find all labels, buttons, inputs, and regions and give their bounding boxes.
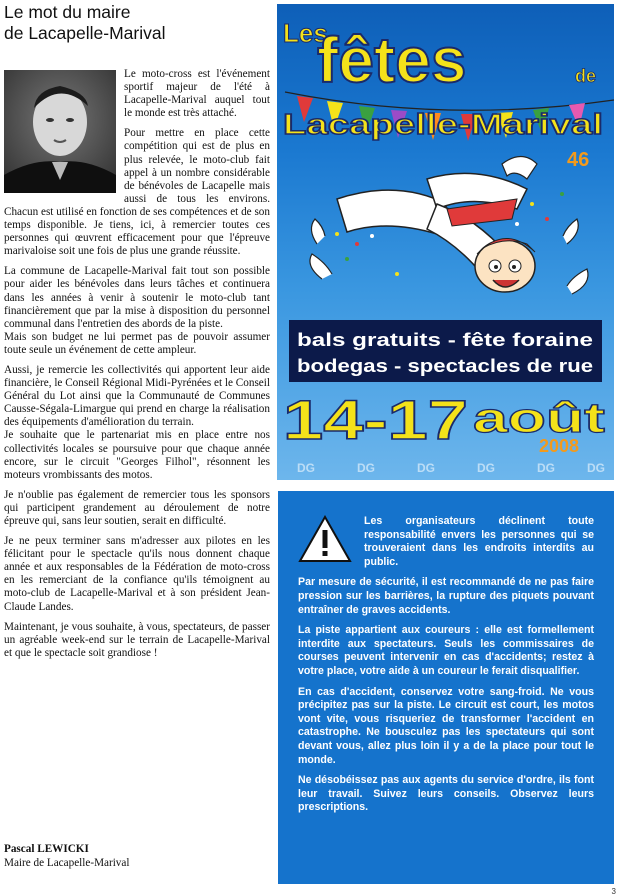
poster-de: de: [575, 66, 597, 86]
watermark-dg: DG: [537, 461, 555, 475]
warning-paragraph: Ne désobéissez pas aux agents du service d'ordre, ils font leur travail. Suivez leurs conseils. Observez leurs prescriptions.: [298, 774, 594, 814]
letter-paragraph: Mais son budget ne lui permet pas de pouvoir assumer toute seule un événement de cette ampleur.: [4, 330, 270, 356]
letter-paragraph: Je souhaite que le partenariat mis en place entre nos collectivités locales se poursuive pour que chaque année encore, sur le circuit "Georges Filhol", résonnent les moteurs vrombissants des motos.: [4, 429, 270, 481]
signature: [4, 843, 270, 870]
cartoon-character-illustration: [310, 157, 588, 295]
festival-poster: [277, 4, 614, 480]
title-line-2: de Lacapelle-Marival: [4, 23, 166, 43]
watermark-dg: DG: [477, 461, 495, 475]
watermark-row: [297, 461, 605, 475]
letter-paragraph: Je n'oublie pas également de remercier tous les sponsors qui participent grandement au déroulement de notre épreuve qui, sans leur soutien, serait en difficulté.: [4, 488, 270, 527]
poster-dept: 46: [567, 149, 590, 171]
letter-paragraph: Maintenant, je vous souhaite, à vous, spectateurs, de passer un agréable week-end sur le terrain de Lacapelle-Marival et que le spectacle soit grandiose !: [4, 620, 270, 659]
watermark-dg: DG: [417, 461, 435, 475]
page-title: [4, 2, 264, 44]
poster-les: Les: [283, 18, 328, 48]
signature-role: Maire de Lacapelle-Marival: [4, 856, 130, 869]
letter-paragraph: Aussi, je remercie les collectivités qui apportent leur aide financière, le Conseil Régional Midi-Pyrénées et le Conseil Général du Lot ainsi que la Communauté de Communes Causse-Ségala-Limargue qui prend en charge la réalisation des équipements d'amélioration du terrain.: [4, 363, 270, 429]
poster-fetes: fêtes: [317, 24, 467, 96]
letter-paragraph: Pour mettre en place cette compétition qui est de plus en plus relevée, le moto-club fait appel à un nombre considérable de bénévoles de Lacapelle mais aussi de tous les environs. Chacun est utilisé en fonction de ses compétences et de son temps disponible. Je tiens, ici, à remercier toutes ces personnes qui œuvrent efficacement pour que l'épreuve marivaloise soit une fois de plus une grande réussite.: [4, 127, 270, 258]
letter-paragraph: Le moto-cross est l'événement sportif majeur de l'été à Lacapelle-Marival auquel tout le monde est très attaché.: [124, 68, 270, 120]
banner-line-2: bodegas - spectacles de rue: [297, 356, 593, 376]
letter-paragraph: La commune de Lacapelle-Marival fait tout son possible pour aider les bénévoles dans leurs tâches et continuera dans les années à venir à soutenir le moto-club tant financièrement que par la mise à disposition du personnel communal dans l'entretien des abords de la piste.: [4, 265, 270, 330]
safety-warning-box: [278, 491, 614, 884]
watermark-dg: DG: [297, 461, 315, 475]
warning-paragraph: En cas d'accident, conservez votre sang-froid. Ne vous précipitez pas sur la piste. Le circuit est court, les motos vont vite, vous risqueriez de transformer l'accident en catastrophe. Ne bousculez pas les spectateurs qui sont devant vous, allez plus loin il y a de la place pour tout le monde.: [298, 685, 594, 766]
title-line-1: Le mot du maire: [4, 2, 131, 22]
warning-paragraph: [298, 515, 594, 569]
poster-dates: 14-17: [283, 388, 468, 451]
poster-town: Lacapelle-Marival: [283, 109, 603, 141]
watermark-dg: DG: [587, 461, 605, 475]
poster-year: 2008: [539, 436, 580, 456]
signature-name: Pascal LEWICKI: [4, 843, 89, 855]
banner-line-1: bals gratuits - fête foraine: [297, 330, 593, 350]
page-number: 3: [611, 887, 616, 896]
watermark-dg: DG: [357, 461, 375, 475]
letter-paragraph: Je ne peux terminer sans m'adresser aux pilotes en les félicitant pour le spectacle qu'ils nous donnent chaque année et aux responsables de la Fédération de moto-cross en les remerciant de la confiance qu'ils témoignent au moto-club de Lacapelle-Marival et à son président Jean-Claude Landes.: [4, 535, 270, 613]
warning-intro: Les organisateurs déclinent toute responsabilité envers les personnes qui se trouveraient dans les endroits interdits au public.: [364, 515, 594, 568]
warning-paragraph: La piste appartient aux coureurs : elle est formellement interdite aux spectateurs. Seuls les commissaires de courses peuvent intervenir en cas d'accidents; restez à votre place, votre aide à un coureur le ferait disqualifier.: [298, 624, 594, 677]
mayor-letter: [4, 68, 270, 667]
poster-month: août: [473, 394, 606, 441]
warning-paragraph: Par mesure de sécurité, il est recommandé de ne pas faire pression sur les barrières, la rupture des piquets pouvant entraîner de graves accidents.: [298, 576, 594, 616]
safety-warning-text: [298, 515, 594, 822]
